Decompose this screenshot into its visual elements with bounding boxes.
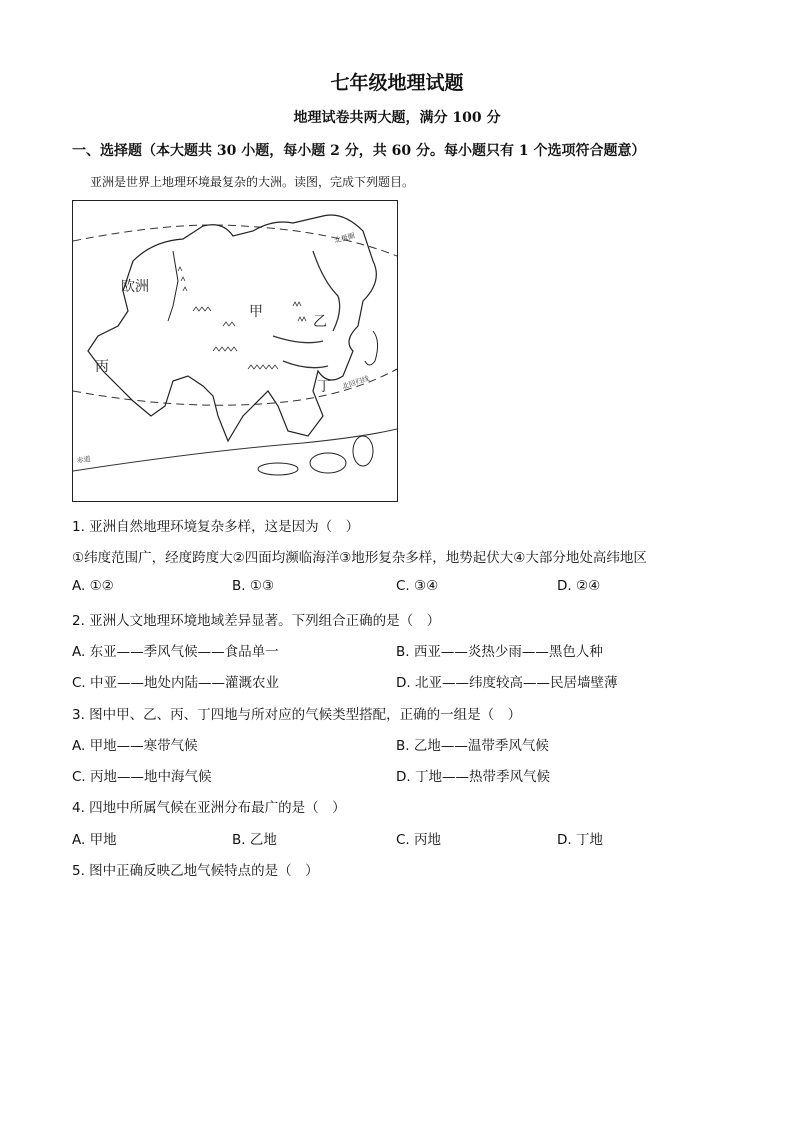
question-3-option-b: B. 乙地——温带季风气候: [396, 738, 549, 754]
question-5-stem: 5. 图中正确反映乙地气候特点的是（ ）: [72, 863, 319, 879]
label-yi: 乙: [313, 314, 327, 330]
question-3-option-a: A. 甲地——寒带气候: [72, 738, 198, 754]
asia-map: [72, 200, 398, 502]
label-tropic: 北回归线: [341, 374, 371, 391]
question-4-option-d: D. 丁地: [557, 832, 603, 848]
question-2-option-a: A. 东亚——季风气候——食品单一: [72, 644, 279, 660]
page-title: 七年级地理试题: [330, 72, 464, 94]
mountain-marks: [178, 267, 306, 369]
japan-islands: [365, 331, 378, 365]
question-2-option-c: C. 中亚——地处内陆——灌溉农业: [72, 675, 280, 691]
label-equator: 赤道: [76, 455, 92, 465]
question-1-option-d: D. ②④: [557, 578, 601, 594]
label-bing: 丙: [95, 359, 109, 375]
asia-map-drawing: [73, 201, 397, 501]
equator-line: [73, 429, 397, 471]
borneo-island: [310, 453, 346, 473]
question-1-option-c: C. ③④: [396, 578, 439, 594]
question-1-option-b: B. ①③: [232, 578, 275, 594]
river: [273, 336, 323, 343]
river: [283, 361, 328, 368]
asia-outline: [88, 215, 376, 441]
question-1-statements: ①纬度范围广，经度跨度大②四面均濒临海洋③地形复杂多样，地势起伏大④大部分地处高纬地区: [72, 550, 647, 566]
question-2-option-d: D. 北亚——纬度较高——民居墙壁薄: [396, 675, 618, 691]
question-3-stem: 3. 图中甲、乙、丙、丁四地与所对应的气候类型搭配，正确的一组是（ ）: [72, 707, 522, 723]
label-arctic: 北极圈: [333, 231, 356, 245]
question-1-option-a: A. ①②: [72, 578, 114, 594]
page-subtitle: 地理试卷共两大题，满分 100 分: [293, 110, 501, 126]
question-4-option-c: C. 丙地: [396, 832, 442, 848]
question-2-stem: 2. 亚洲人文地理环境地域差异显著。下列组合正确的是（ ）: [72, 613, 441, 629]
question-1-stem: 1. 亚洲自然地理环境复杂多样，这是因为（ ）: [72, 519, 360, 535]
label-europe: 欧洲: [121, 279, 149, 295]
intro-text: 亚洲是世界上地理环境最复杂的大洲。读图，完成下列题目。: [90, 175, 415, 189]
sulawesi-island: [353, 436, 373, 466]
section-heading: 一、选择题（本大题共 30 小题，每小题 2 分，共 60 分。每小题只有 1 个选项符合题意）: [72, 143, 646, 159]
europe-asia-boundary: [168, 251, 178, 321]
question-4-stem: 4. 四地中所属气候在亚洲分布最广的是（ ）: [72, 800, 346, 816]
label-ding: 丁: [317, 379, 331, 395]
sumatra-island: [258, 463, 298, 475]
label-jia: 甲: [249, 304, 263, 320]
question-4-option-b: B. 乙地: [232, 832, 277, 848]
question-3-option-d: D. 丁地——热带季风气候: [396, 769, 550, 785]
question-3-option-c: C. 丙地——地中海气候: [72, 769, 212, 785]
question-2-option-b: B. 西亚——炎热少雨——黑色人种: [396, 644, 603, 660]
question-4-option-a: A. 甲地: [72, 832, 117, 848]
